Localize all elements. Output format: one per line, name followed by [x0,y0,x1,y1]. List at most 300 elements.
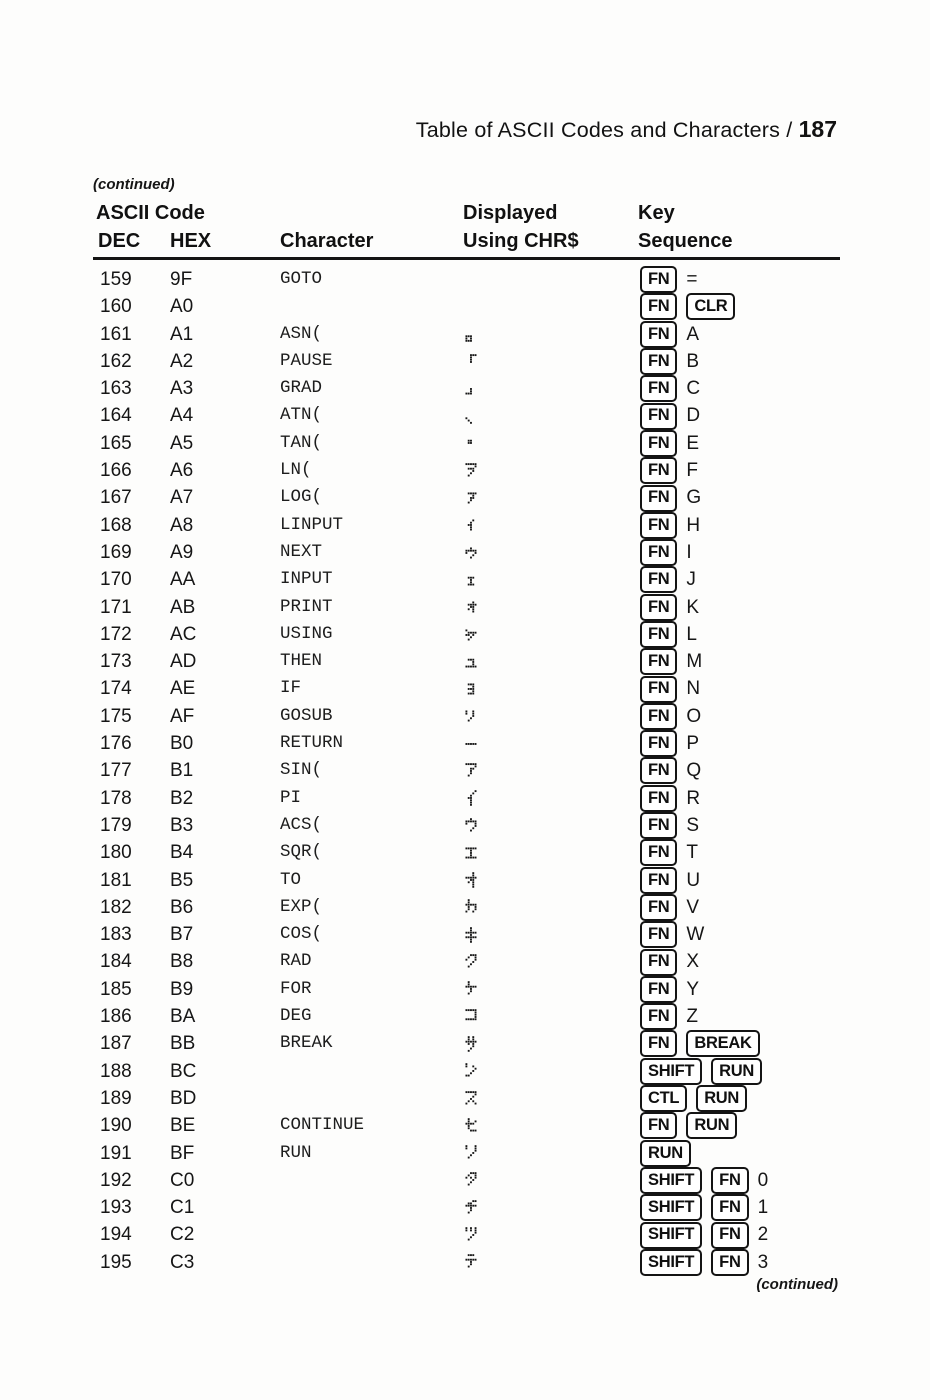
char-cell: SQR( [280,842,323,863]
keycap-fn: FN [640,757,677,784]
key-sequence [640,1085,747,1112]
char-cell: DEG [280,1006,312,1027]
key-plain-char: U [686,869,701,891]
keycap-fn: FN [640,976,677,1003]
hex-cell: C2 [170,1224,195,1246]
chr-glyph [465,1112,477,1139]
keycap-fn: FN [640,512,677,539]
hex-cell: A3 [170,378,194,400]
key-plain-char: N [686,678,701,700]
key-plain-char: G [686,487,702,509]
char-cell: RAD [280,951,312,972]
dec-cell: 181 [100,869,132,891]
hex-cell: B7 [170,924,194,946]
table-row [93,512,883,539]
key-plain-char: D [686,405,701,427]
char-cell: INPUT [280,569,333,590]
chr-glyph [465,321,477,348]
table-row [93,348,883,375]
keycap-fn: FN [640,894,677,921]
key-sequence [640,1140,691,1167]
table-row [93,1058,883,1085]
key-sequence [640,512,700,539]
keycap-fn: FN [640,403,677,430]
dec-cell: 194 [100,1224,132,1246]
key-plain-char: M [686,651,703,673]
key-plain-char: 0 [757,1169,769,1191]
hex-cell: B0 [170,733,194,755]
key-plain-char: J [686,569,696,591]
chr-glyph [465,839,477,866]
table-row [93,1085,883,1112]
chr-glyph [465,730,477,757]
hex-cell: A1 [170,323,194,345]
hex-cell: C0 [170,1169,195,1191]
dec-cell: 182 [100,896,132,918]
keycap-ctl: CTL [640,1085,687,1112]
keycap-fn: FN [640,1003,677,1030]
keycap-fn: FN [640,730,677,757]
chr-glyph [465,1058,477,1085]
header-displayed: Displayed [463,202,558,224]
dec-cell: 175 [100,705,132,727]
chr-glyph [465,1221,477,1248]
continued-label-bottom: (continued) [756,1276,838,1293]
dec-cell: 183 [100,924,132,946]
key-sequence [640,375,700,402]
table-row [93,976,883,1003]
table-row [93,293,883,320]
chr-glyph [465,457,477,484]
hex-cell: AF [170,705,195,727]
table-row [93,921,883,948]
keycap-run: RUN [711,1058,762,1085]
header-using-chr: Using CHR$ [463,230,579,252]
key-plain-char: P [686,733,700,755]
key-sequence [640,703,701,730]
keycap-fn: FN [640,839,677,866]
keycap-fn: FN [711,1167,748,1194]
char-cell: NEXT [280,541,323,562]
keycap-fn: FN [640,293,677,320]
hex-cell: B9 [170,978,194,1000]
hex-cell: A8 [170,514,194,536]
chr-glyph [465,621,477,648]
char-cell: TAN( [280,432,323,453]
hex-cell: BA [170,1006,196,1028]
char-cell: ASN( [280,323,323,344]
key-sequence [640,1249,768,1276]
char-cell: LOG( [280,487,323,508]
key-plain-char: 1 [757,1197,769,1219]
key-plain-char: 2 [757,1224,769,1246]
dec-cell: 190 [100,1115,132,1137]
key-sequence [640,675,700,702]
dec-cell: 187 [100,1033,132,1055]
dec-cell: 159 [100,269,132,290]
char-cell: ACS( [280,814,323,835]
keycap-break: BREAK [686,1030,759,1057]
keycap-fn: FN [640,566,677,593]
key-sequence [640,430,699,457]
dec-cell: 167 [100,487,132,509]
key-plain-char: F [686,460,699,482]
chr-glyph [465,1003,477,1030]
hex-cell: AC [170,623,197,645]
char-cell: LINPUT [280,514,344,535]
dec-cell: 192 [100,1169,132,1191]
keycap-fn: FN [711,1249,748,1276]
keycap-fn: FN [640,321,677,348]
dec-cell: 184 [100,951,132,973]
table-row [93,1030,883,1057]
chr-glyph [465,785,477,812]
hex-cell: BF [170,1142,195,1164]
char-cell: TO [280,869,302,890]
keycap-fn: FN [640,621,677,648]
hex-cell: C1 [170,1197,195,1219]
keycap-fn: FN [640,348,677,375]
hex-cell: BC [170,1060,197,1082]
hex-cell: A5 [170,432,194,454]
table-row [93,1249,883,1276]
hex-cell: A2 [170,350,194,372]
key-sequence [640,594,699,621]
chr-glyph [465,539,477,566]
key-plain-char: Z [686,1006,699,1028]
keycap-fn: FN [640,867,677,894]
table-row [93,1140,883,1167]
keycap-fn: FN [640,812,677,839]
dec-cell: 162 [100,350,132,372]
key-sequence [640,1003,698,1030]
keycap-fn: FN [640,1112,677,1139]
table-row [93,430,883,457]
key-sequence [640,867,700,894]
chr-glyph [465,812,477,839]
dec-cell: 180 [100,842,132,864]
dec-cell: 172 [100,623,132,645]
hex-cell: A0 [170,296,194,318]
keycap-shift: SHIFT [640,1167,702,1194]
hex-cell: BB [170,1033,196,1055]
key-plain-char: V [686,896,700,918]
key-sequence [640,348,699,375]
char-cell: LN( [280,460,312,481]
key-plain-char: W [686,924,705,946]
dec-cell: 166 [100,460,132,482]
keycap-fn: FN [640,594,677,621]
hex-cell: B4 [170,842,194,864]
keycap-fn: FN [640,921,677,948]
chr-glyph [465,976,477,1003]
keycap-fn: FN [640,539,677,566]
table-row [93,1221,883,1248]
keycap-fn: FN [640,485,677,512]
chr-glyph [465,867,477,894]
key-sequence [640,839,698,866]
chr-glyph [465,566,477,593]
dec-cell: 193 [100,1197,132,1219]
table-row [93,730,883,757]
page-title [416,116,837,143]
key-sequence [640,539,692,566]
hex-cell: 9F [170,269,193,290]
keycap-run: RUN [640,1140,691,1167]
keycap-clr: CLR [686,293,735,320]
key-plain-char: X [686,951,700,973]
dec-cell: 160 [100,296,132,318]
table-row [93,1167,883,1194]
table-row [93,812,883,839]
table-row [93,266,883,293]
page-number: 187 [798,116,837,142]
chr-glyph [465,512,477,539]
table-row [93,402,883,429]
key-sequence [640,757,701,784]
keycap-fn: FN [640,430,677,457]
table-row [93,839,883,866]
char-cell: PAUSE [280,350,333,371]
dec-cell: 178 [100,787,132,809]
key-sequence [640,976,699,1003]
header-hex: HEX [170,230,212,252]
chr-glyph [465,948,477,975]
key-sequence [640,621,697,648]
continued-label-top: (continued) [93,176,175,193]
keycap-shift: SHIFT [640,1058,702,1085]
char-cell: GRAD [280,378,323,399]
dec-cell: 165 [100,432,132,454]
page-title-text: Table of ASCII Codes and Characters / [415,118,793,142]
dec-cell: 170 [100,569,132,591]
key-sequence [640,785,700,812]
char-cell: SIN( [280,760,323,781]
hex-cell: AB [170,596,196,618]
table-row [93,757,883,784]
header-dec: DEC [98,230,141,252]
char-cell: USING [280,623,333,644]
key-plain-char: Y [686,978,700,1000]
chr-glyph [465,1167,477,1194]
keycap-fn: FN [640,457,677,484]
key-plain-char: T [686,842,699,864]
table-row [93,539,883,566]
key-sequence [640,894,699,921]
char-cell: THEN [280,651,323,672]
key-sequence [640,812,699,839]
key-plain-char: H [686,514,701,536]
char-cell: IF [280,678,302,699]
dec-cell: 186 [100,1006,132,1028]
chr-glyph [465,375,477,402]
char-cell: PI [280,787,302,808]
key-plain-char: I [686,541,692,563]
table-row [93,648,883,675]
hex-cell: A4 [170,405,194,427]
char-cell: COS( [280,924,323,945]
dec-cell: 163 [100,378,132,400]
chr-glyph [465,1030,477,1057]
keycap-run: RUN [696,1085,747,1112]
keycap-shift: SHIFT [640,1249,702,1276]
hex-cell: B2 [170,787,194,809]
hex-cell: A6 [170,460,194,482]
dec-cell: 185 [100,978,132,1000]
chr-glyph [465,648,477,675]
chr-glyph [465,921,477,948]
dec-cell: 189 [100,1087,132,1109]
hex-cell: C3 [170,1251,195,1273]
chr-glyph [465,675,477,702]
key-sequence [640,948,699,975]
char-cell: RETURN [280,733,344,754]
table-row [93,867,883,894]
dec-cell: 191 [100,1142,132,1164]
key-sequence [640,1167,768,1194]
chr-glyph [465,1085,477,1112]
chr-glyph [465,703,477,730]
char-cell: EXP( [280,896,323,917]
chr-glyph [465,757,477,784]
header-divider-rule [93,257,840,260]
char-cell: GOSUB [280,705,333,726]
keycap-fn: FN [640,1030,677,1057]
chr-glyph [465,402,477,429]
table-row [93,484,883,511]
chr-glyph [465,484,477,511]
dec-cell: 173 [100,651,132,673]
keycap-fn: FN [640,676,677,703]
hex-cell: B1 [170,760,194,782]
keycap-fn: FN [640,375,677,402]
key-sequence [640,648,702,675]
key-plain-char: S [686,814,700,836]
hex-cell: BD [170,1087,197,1109]
table-row [93,375,883,402]
ascii-table-body [93,266,883,1276]
table-row [93,675,883,702]
dec-cell: 169 [100,541,132,563]
key-sequence [640,1194,768,1221]
key-sequence [640,321,699,348]
table-row [93,566,883,593]
chr-glyph [465,1140,477,1167]
hex-cell: B5 [170,869,194,891]
hex-cell: B3 [170,814,194,836]
key-plain-char: E [686,432,700,454]
keycap-fn: FN [711,1222,748,1249]
hex-cell: A9 [170,541,194,563]
dec-cell: 168 [100,514,132,536]
table-row [93,1194,883,1221]
char-cell: ATN( [280,405,323,426]
chr-glyph [465,594,477,621]
header-sequence: Sequence [638,230,733,252]
table-row [93,594,883,621]
key-plain-char: Q [686,760,702,782]
keycap-fn: FN [640,648,677,675]
key-sequence [640,457,698,484]
header-key: Key [638,202,675,224]
dec-cell: 177 [100,760,132,782]
chr-glyph [465,1194,477,1221]
key-sequence [640,266,698,293]
header-character: Character [280,230,374,252]
key-plain-char: O [686,705,702,727]
hex-cell: AD [170,651,197,673]
key-sequence [640,402,700,429]
key-sequence [640,1058,762,1085]
keycap-fn: FN [640,785,677,812]
key-sequence [640,1112,737,1139]
key-sequence [640,566,696,593]
key-plain-char: = [686,269,698,290]
dec-cell: 176 [100,733,132,755]
dec-cell: 171 [100,596,132,618]
keycap-fn: FN [711,1194,748,1221]
key-sequence [640,484,701,511]
dec-cell: 179 [100,814,132,836]
table-row [93,621,883,648]
char-cell: GOTO [280,269,323,289]
key-plain-char: K [686,596,700,618]
key-plain-char: L [686,623,697,645]
table-row [93,321,883,348]
hex-cell: AA [170,569,196,591]
hex-cell: BE [170,1115,196,1137]
keycap-shift: SHIFT [640,1194,702,1221]
key-sequence [640,1221,768,1248]
keycap-fn: FN [640,949,677,976]
key-sequence [640,293,735,320]
char-cell: CONTINUE [280,1115,365,1136]
hex-cell: B6 [170,896,194,918]
keycap-shift: SHIFT [640,1222,702,1249]
keycap-fn: FN [640,703,677,730]
dec-cell: 161 [100,323,132,345]
char-cell: PRINT [280,596,333,617]
dec-cell: 195 [100,1251,132,1273]
key-sequence [640,1030,760,1057]
hex-cell: A7 [170,487,194,509]
char-cell: RUN [280,1142,312,1163]
key-plain-char: 3 [757,1251,769,1273]
table-row [93,457,883,484]
table-row [93,1003,883,1030]
char-cell: BREAK [280,1033,333,1054]
hex-cell: B8 [170,951,194,973]
dec-cell: 164 [100,405,132,427]
header-ascii-code: ASCII Code [96,202,205,224]
keycap-run: RUN [686,1112,737,1139]
table-row [93,894,883,921]
table-row [93,1112,883,1139]
table-row [93,948,883,975]
key-plain-char: C [686,378,701,400]
keycap-fn: FN [640,266,677,293]
key-sequence [640,730,699,757]
hex-cell: AE [170,678,196,700]
dec-cell: 188 [100,1060,132,1082]
key-sequence [640,921,704,948]
table-row [93,703,883,730]
key-plain-char: B [686,350,700,372]
table-row [93,785,883,812]
chr-glyph [465,430,477,457]
chr-glyph [465,348,477,375]
char-cell: FOR [280,978,312,999]
